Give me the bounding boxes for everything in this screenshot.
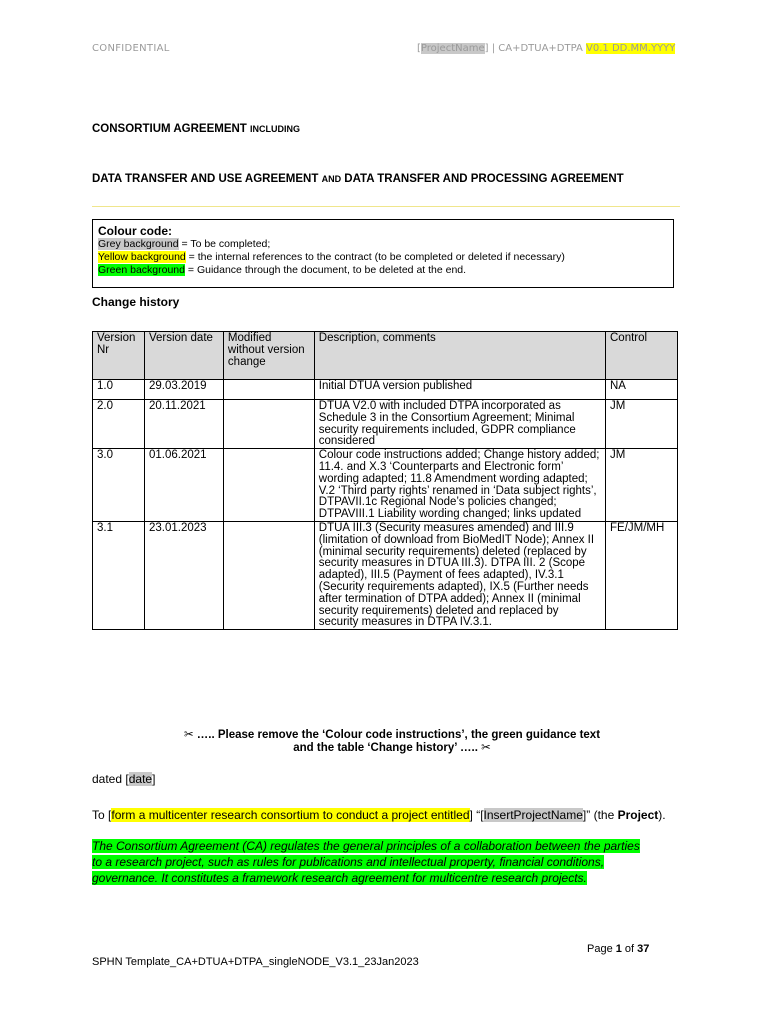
- cell-version: 1.0: [93, 380, 145, 400]
- title-divider: [92, 206, 680, 207]
- purpose-field[interactable]: form a multicenter research consortium to conduct a project entitled: [111, 808, 470, 822]
- header-doc-type: | CA+DTUA+DTPA: [488, 43, 587, 54]
- table-row: [93, 380, 678, 400]
- cell-modified: [223, 400, 314, 449]
- green-label: Green background: [98, 264, 185, 276]
- header-bracket-close: ]: [484, 43, 489, 54]
- to-end: ).: [658, 808, 666, 822]
- table-row: [93, 521, 678, 629]
- dated-line: [92, 772, 155, 786]
- header-project-info: [417, 43, 675, 54]
- grey-text: = To be completed;: [178, 238, 271, 250]
- purpose-paragraph: [92, 806, 678, 824]
- colour-code-green: [98, 264, 668, 277]
- cell-description: Colour code instructions added; Change history added; 11.4. and X.3 ‘Counterparts and Electronic form’ wording adapted; 11.8 Amendment wording adapted; V.2 ‘Third party rights’ renamed in ‘Data subject rights’, DTPAVII.1c Regional Node’s policies changed; DTPAVIII.1 Liability wording changed; links updated: [314, 449, 605, 522]
- cell-modified: [223, 449, 314, 522]
- colour-code-yellow: [98, 251, 668, 264]
- dated-bracket-open: [: [125, 772, 129, 786]
- green-text: = Guidance through the document, to be deleted at the end.: [184, 264, 467, 276]
- project-term: Project: [617, 808, 659, 822]
- cell-version: 3.0: [93, 449, 145, 522]
- col-header-version: Version Nr: [93, 332, 145, 380]
- title-dtua: DATA TRANSFER AND USE AGREEMENT: [92, 173, 322, 185]
- table-header-row: [93, 332, 678, 380]
- col-header-description: Description, comments: [314, 332, 605, 380]
- table-row: [93, 400, 678, 449]
- project-name-field[interactable]: InsertProjectName: [483, 808, 583, 822]
- guidance-highlight: The Consortium Agreement (CA) regulates the general principles of a collaboration between the parties to a research project, such as rules for publications and intellectual property, financial conditions, governance. It constitutes a framework research agreement for multicentre research projects.: [92, 839, 640, 885]
- colour-code-box: [92, 219, 674, 288]
- table-row: [93, 449, 678, 522]
- scissors-icon: ✂: [481, 741, 491, 754]
- cell-version: 2.0: [93, 400, 145, 449]
- cell-date: 01.06.2021: [144, 449, 223, 522]
- header-version[interactable]: V0.1 DD.MM.YYYY: [586, 43, 676, 54]
- footer-filename: SPHN Template_CA+DTUA+DTPA_singleNODE_V3.1_23Jan2023: [92, 956, 419, 968]
- date-field[interactable]: date: [128, 772, 153, 786]
- title-line2: [92, 170, 652, 189]
- col-header-control: Control: [606, 332, 678, 380]
- dated-bracket-close: ]: [152, 772, 156, 786]
- cell-control: NA: [606, 380, 678, 400]
- yellow-text: = the internal references to the contract (to be completed or deleted if necessary): [185, 251, 565, 263]
- cell-description: DTUA V2.0 with included DTPA incorporated as Schedule 3 in the Consortium Agreement; Minimal security requirements included, GDPR compliance considered: [314, 400, 605, 449]
- page-current: 1: [615, 943, 622, 955]
- cell-date: 23.01.2023: [144, 521, 223, 629]
- title-including: INCLUDING: [250, 124, 301, 134]
- grey-label: Grey background: [98, 238, 179, 250]
- cell-modified: [223, 521, 314, 629]
- guidance-text: [92, 838, 652, 886]
- title-main: CONSORTIUM AGREEMENT: [92, 123, 251, 135]
- cell-version: 3.1: [93, 521, 145, 629]
- to-bracket-open: [: [108, 808, 112, 822]
- cell-control: FE/JM/MH: [606, 521, 678, 629]
- colour-code-grey: [98, 238, 668, 251]
- page-number: [587, 943, 649, 955]
- cell-date: 29.03.2019: [144, 380, 223, 400]
- cell-description: DTUA III.3 (Security measures amended) and III.9 (limitation of download from BioMedIT Node); Annex II (minimal security requirements) deleted (replaced by security measures in DTUA III.3). DTPA III. 2 (Scope adapted), III.5 (Payment of fees adapted), IV.3.1 (Security requirements adapted), IX.5 (Further needs after termination of DTPA added); Annex II (minimal security requirements) deleted and replaced by security measures in DTPA IV.3.1.: [314, 521, 605, 629]
- title-dtpa: DATA TRANSFER AND PROCESSING AGREEMENT: [341, 173, 624, 185]
- change-history-table: [92, 331, 678, 630]
- cell-description: Initial DTUA version published: [314, 380, 605, 400]
- page-total: 37: [637, 943, 650, 955]
- change-history-title: Change history: [92, 295, 180, 309]
- removal-line2: [92, 742, 692, 755]
- header-bracket-open: [: [417, 43, 421, 54]
- header-project-name[interactable]: ProjectName: [420, 43, 485, 54]
- cell-control: JM: [606, 400, 678, 449]
- cell-modified: [223, 380, 314, 400]
- colour-code-title: Colour code:: [98, 224, 172, 238]
- cell-date: 20.11.2021: [144, 400, 223, 449]
- scissors-icon: ✂: [183, 729, 194, 741]
- removal-text2: and the table ‘Change history’ …..: [293, 741, 482, 754]
- page-prefix: Page: [587, 943, 616, 955]
- removal-instruction: [92, 729, 692, 754]
- dated-prefix: dated: [92, 772, 126, 786]
- header-confidential: CONFIDENTIAL: [92, 43, 170, 54]
- cell-control: JM: [606, 449, 678, 522]
- title-and: AND: [321, 174, 342, 184]
- col-header-date: Version date: [144, 332, 223, 380]
- to-mid: ] “[: [469, 808, 484, 822]
- title-line1: [92, 123, 300, 135]
- to-prefix: To: [92, 808, 109, 822]
- col-header-modified: Modified without version change: [223, 332, 314, 380]
- page-mid: of: [621, 943, 638, 955]
- removal-line1: [92, 729, 692, 742]
- yellow-label: Yellow background: [98, 251, 186, 263]
- removal-text1: ….. Please remove the ‘Colour code instructions’, the green guidance text: [193, 729, 601, 741]
- to-suffix: ]” (the: [582, 808, 618, 822]
